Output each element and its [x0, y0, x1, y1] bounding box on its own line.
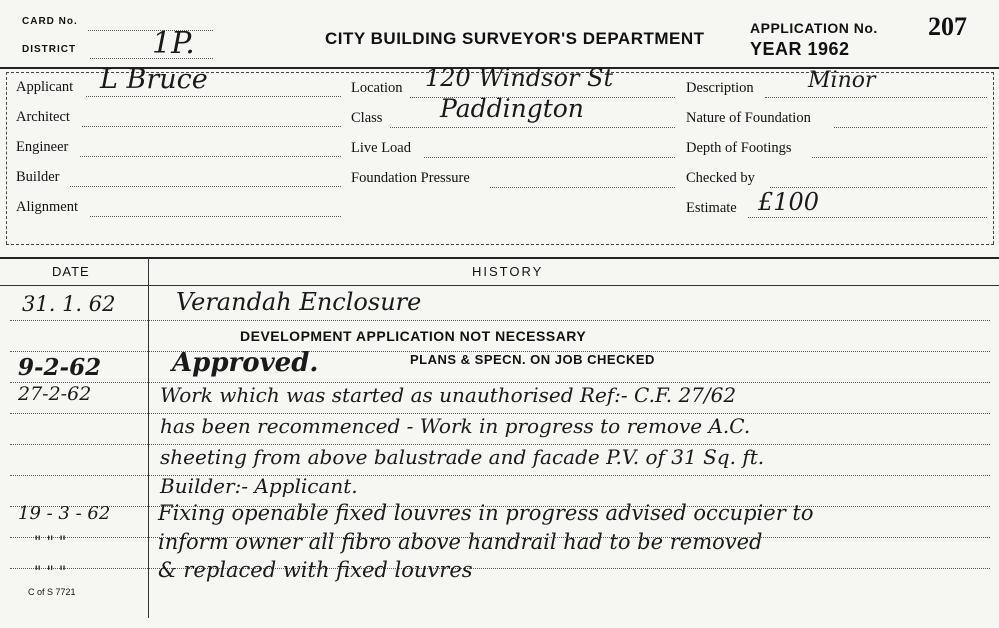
- history-date: 9-2-62: [18, 354, 102, 381]
- district-label: DISTRICT: [22, 44, 77, 55]
- history-date: " " ": [34, 562, 67, 581]
- description-line: [765, 97, 987, 98]
- architect-label: Architect: [16, 109, 70, 125]
- application-no-label: APPLICATION No.: [750, 20, 878, 36]
- history-entry: sheeting from above balustrade and facade P.V. of 31 Sq. ft.: [160, 445, 765, 469]
- class-line: [390, 127, 675, 128]
- applicant-value: L Bruce: [100, 64, 208, 95]
- history-entry: has been recommenced - Work in progress to remove A.C.: [160, 414, 751, 438]
- live-load-line: [424, 157, 675, 158]
- engineer-label: Engineer: [16, 139, 69, 155]
- nature-line: [834, 127, 987, 128]
- class-value: Paddington: [440, 94, 584, 123]
- description-label: Description: [686, 80, 754, 96]
- architect-line: [82, 126, 341, 127]
- history-entry: inform owner all fibro above handrail had to be removed: [158, 530, 763, 554]
- history-entry: Builder:- Applicant.: [160, 474, 358, 498]
- history-date: 19 - 3 - 62: [18, 503, 111, 524]
- history-header: HISTORY: [472, 264, 544, 279]
- history-entry: & replaced with fixed louvres: [158, 558, 473, 582]
- table-header-divider: [0, 285, 999, 286]
- applicant-line: [86, 96, 341, 97]
- depth-line: [812, 157, 987, 158]
- table-top-border: [0, 257, 999, 259]
- fields-bottom-border: [6, 244, 994, 245]
- description-value: Minor: [808, 68, 876, 93]
- history-date: 31. 1. 62: [22, 292, 116, 316]
- alignment-label: Alignment: [16, 199, 79, 215]
- location-label: Location: [351, 80, 403, 96]
- ruled-line: [10, 475, 990, 476]
- foundation-pressure-line: [490, 187, 675, 188]
- date-column-divider: [148, 258, 149, 618]
- builder-line: [70, 186, 341, 187]
- history-date: " " ": [34, 532, 67, 551]
- builder-label: Builder: [16, 169, 60, 185]
- history-entry: Work which was started as unauthorised Ref:- C.F. 27/62: [160, 383, 737, 407]
- engineer-line: [80, 156, 341, 157]
- department-title: CITY BUILDING SURVEYOR'S DEPARTMENT: [325, 29, 705, 48]
- nature-of-foundation-label: Nature of Foundation: [686, 110, 811, 126]
- application-no: 207: [928, 12, 967, 41]
- applicant-label: Applicant: [16, 79, 74, 95]
- history-date: 27-2-62: [18, 383, 92, 405]
- estimate-line: [748, 217, 987, 218]
- fields-right-border: [993, 72, 994, 244]
- history-entry: Verandah Enclosure: [176, 288, 422, 316]
- live-load-label: Live Load: [351, 140, 411, 156]
- ruled-line: [10, 320, 990, 321]
- fields-left-border: [6, 72, 7, 244]
- ruled-line: [10, 568, 990, 569]
- estimate-value: £100: [758, 188, 820, 216]
- class-label: Class: [351, 110, 383, 126]
- alignment-line: [90, 216, 341, 217]
- location-value: 120 Windsor St: [425, 64, 614, 92]
- development-stamp: DEVELOPMENT APPLICATION NOT NECESSARY: [240, 328, 587, 344]
- history-entry: Fixing openable fixed louvres in progress advised occupier to: [158, 501, 814, 525]
- plans-checked-stamp: PLANS & SPECN. ON JOB CHECKED: [410, 352, 655, 367]
- depth-of-footings-label: Depth of Footings: [686, 140, 792, 156]
- district-value: 1P.: [152, 26, 195, 61]
- checked-by-label: Checked by: [686, 170, 755, 186]
- card-no-label: CARD No.: [22, 16, 78, 27]
- date-header: DATE: [52, 264, 90, 279]
- year-label: YEAR 1962: [750, 39, 850, 59]
- history-entry: Approved.: [172, 348, 319, 378]
- foundation-pressure-label: Foundation Pressure: [351, 170, 470, 186]
- form-code: C of S 7721: [28, 587, 76, 597]
- estimate-label: Estimate: [686, 200, 737, 216]
